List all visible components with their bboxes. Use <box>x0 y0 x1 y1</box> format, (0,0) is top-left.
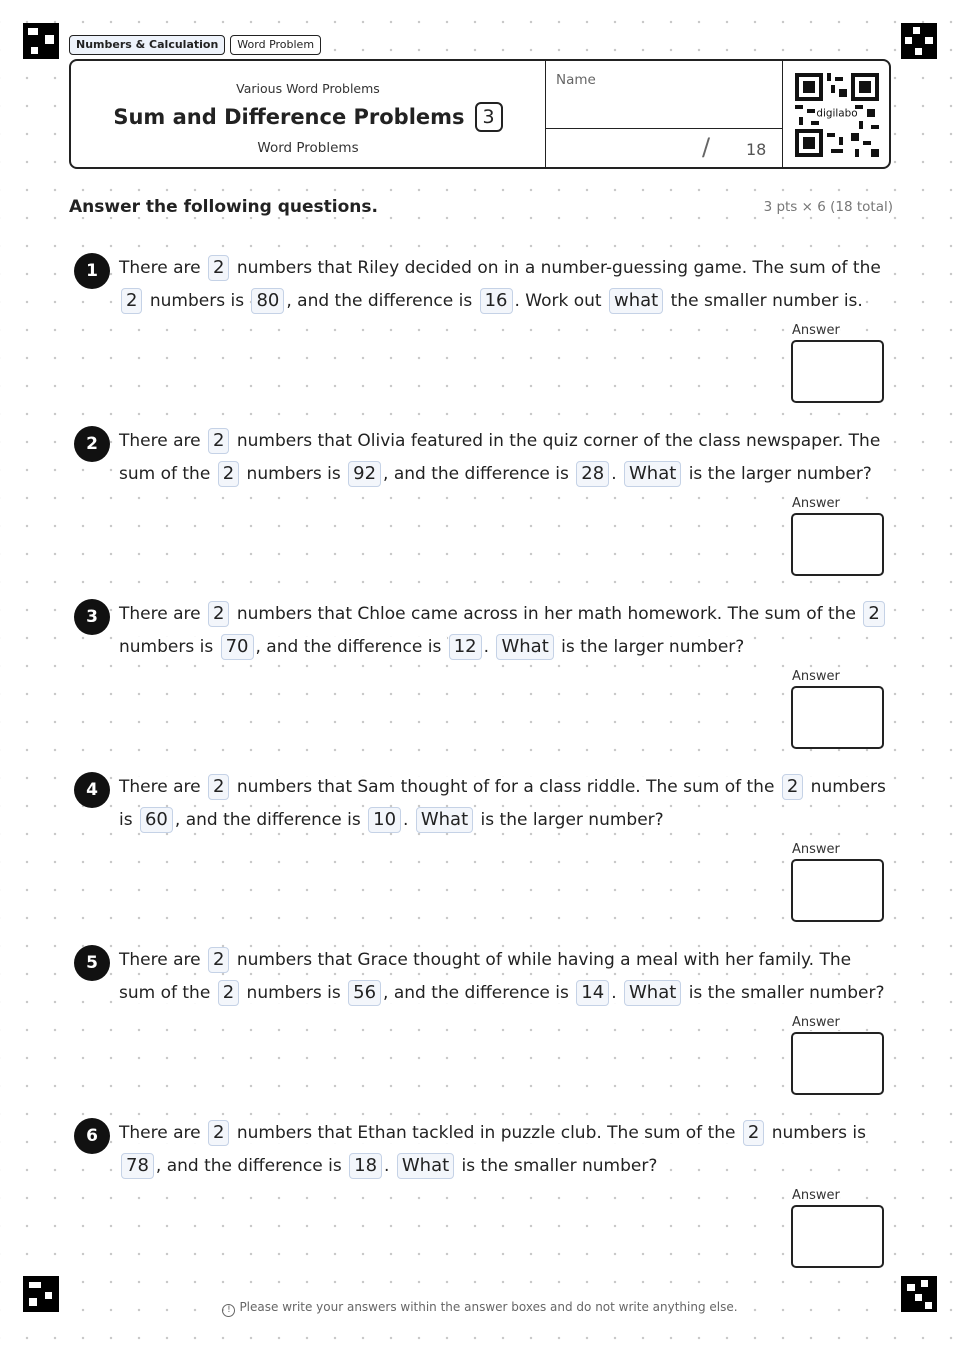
highlighted-value: 2 <box>863 601 884 627</box>
question-text-segment: numbers that Sam thought of for a class riddle. The sum of the <box>231 777 780 797</box>
question-text-segment: numbers is <box>144 291 250 311</box>
question-text-segment: There are <box>119 258 206 278</box>
answer-box[interactable] <box>791 686 884 749</box>
answer-label: Answer <box>792 496 840 511</box>
answer-label: Answer <box>792 842 840 857</box>
question-text-segment: is the larger number? <box>683 464 872 484</box>
highlighted-value: 16 <box>480 288 513 314</box>
question-text-segment: numbers is <box>119 777 886 830</box>
highlighted-value: 56 <box>348 980 381 1006</box>
question-text-segment: . <box>483 637 495 657</box>
highlighted-value: 10 <box>368 807 401 833</box>
question-number: 4 <box>74 772 110 808</box>
worksheet-header <box>69 59 891 169</box>
highlighted-value: 2 <box>208 255 229 281</box>
question-text-segment: There are <box>119 777 206 797</box>
highlighted-value: 18 <box>349 1153 382 1179</box>
highlighted-value: 2 <box>208 601 229 627</box>
tag-word-problem: Word Problem <box>230 35 321 55</box>
highlighted-value: 28 <box>576 461 609 487</box>
registration-marker-top-left <box>23 23 59 59</box>
question-text-segment: , and the difference is <box>383 983 575 1003</box>
answer-box[interactable] <box>791 513 884 576</box>
question-text-segment: is the smaller number? <box>683 983 885 1003</box>
registration-marker-top-right <box>901 23 937 59</box>
question-text <box>119 252 889 318</box>
question-text-segment: numbers that Chloe came across in her math homework. The sum of the <box>231 604 862 624</box>
title-text: Sum and Difference Problems <box>113 105 465 129</box>
highlighted-value: What <box>496 634 553 660</box>
highlighted-value: 2 <box>218 980 239 1006</box>
answer-label: Answer <box>792 669 840 684</box>
worksheet-number: 3 <box>475 102 503 132</box>
points-info: 3 pts × 6 (18 total) <box>763 199 893 215</box>
score-total: 18 <box>746 140 767 159</box>
score-slash: / <box>702 133 711 161</box>
question-text-segment: , and the difference is <box>174 810 367 830</box>
question-text-segment: . <box>384 1156 395 1176</box>
answer-box[interactable] <box>791 1032 884 1095</box>
highlighted-value: What <box>416 807 473 833</box>
question-number: 3 <box>74 599 110 635</box>
question-text-segment: numbers is <box>241 983 347 1003</box>
page-title <box>71 102 545 132</box>
question-text-segment: numbers that Ethan tackled in puzzle club. The sum of the <box>231 1123 741 1143</box>
highlighted-value: What <box>397 1153 454 1179</box>
question-text-segment: There are <box>119 950 206 970</box>
question-text-segment: is the larger number? <box>555 637 745 657</box>
highlighted-value: 2 <box>208 947 229 973</box>
question-text-segment: There are <box>119 431 206 451</box>
highlighted-value: 14 <box>576 980 609 1006</box>
question-text <box>119 425 889 491</box>
highlighted-value: 2 <box>208 428 229 454</box>
question-text-segment: , and the difference is <box>155 1156 348 1176</box>
question-number: 2 <box>74 426 110 462</box>
name-label: Name <box>556 72 596 88</box>
question-text <box>119 944 889 1010</box>
highlighted-value: 2 <box>208 1120 229 1146</box>
question-text-segment: numbers that Riley decided on in a number-guessing game. The sum of the <box>231 258 881 278</box>
highlighted-value: 12 <box>449 634 482 660</box>
question-text <box>119 771 889 837</box>
highlighted-value: 2 <box>218 461 239 487</box>
header-title-block <box>71 61 545 167</box>
highlighted-value: What <box>624 980 681 1006</box>
question-number: 6 <box>74 1118 110 1154</box>
footer-note <box>0 1300 960 1317</box>
question-text <box>119 1117 889 1183</box>
info-icon: ! <box>222 1304 235 1317</box>
footer-text: Please write your answers within the answer boxes and do not write anything else. <box>239 1300 738 1314</box>
name-score-area <box>545 61 783 167</box>
qr-code-icon <box>795 73 879 157</box>
answer-box[interactable] <box>791 340 884 403</box>
question-text-segment: There are <box>119 1123 206 1143</box>
highlighted-value: 92 <box>348 461 381 487</box>
question-text-segment: . <box>403 810 414 830</box>
question-text-segment: There are <box>119 604 206 624</box>
answer-box[interactable] <box>791 1205 884 1268</box>
question-text-segment: . Work out <box>514 291 608 311</box>
question-text <box>119 598 889 664</box>
highlighted-value: 60 <box>140 807 173 833</box>
answer-box[interactable] <box>791 859 884 922</box>
question-text-segment: . <box>611 983 622 1003</box>
question-text-segment: . <box>611 464 622 484</box>
question-text-segment: numbers that Olivia featured in the quiz corner of the class newspaper. The sum of the <box>119 431 881 484</box>
highlighted-value: 2 <box>208 774 229 800</box>
question-text-segment: numbers that Grace thought of while having a meal with her family. The sum of the <box>119 950 852 1003</box>
question-text-segment: numbers is <box>766 1123 866 1143</box>
highlighted-value: 2 <box>782 774 803 800</box>
answer-label: Answer <box>792 323 840 338</box>
question-text-segment: numbers is <box>119 637 219 657</box>
name-divider <box>546 128 782 129</box>
highlighted-value: 80 <box>251 288 284 314</box>
highlighted-value: What <box>624 461 681 487</box>
question-text-segment: , and the difference is <box>286 291 478 311</box>
answer-label: Answer <box>792 1188 840 1203</box>
question-text-segment: the smaller number is. <box>665 291 863 311</box>
instructions: Answer the following questions. <box>69 197 384 217</box>
tag-numbers-calculation: Numbers & Calculation <box>69 35 225 55</box>
answer-label: Answer <box>792 1015 840 1030</box>
question-text-segment: is the smaller number? <box>456 1156 658 1176</box>
question-number: 1 <box>74 253 110 289</box>
highlighted-value: 2 <box>743 1120 764 1146</box>
highlighted-value: 2 <box>121 288 142 314</box>
topic-tags <box>69 35 321 55</box>
question-text-segment: numbers is <box>241 464 347 484</box>
highlighted-value: 78 <box>121 1153 154 1179</box>
question-number: 5 <box>74 945 110 981</box>
question-text-segment: , and the difference is <box>383 464 575 484</box>
header-subtitle: Various Word Problems <box>236 81 380 96</box>
header-category: Word Problems <box>257 140 359 156</box>
question-text-segment: is the larger number? <box>475 810 664 830</box>
highlighted-value: what <box>609 288 663 314</box>
qr-label: digilabo <box>816 107 858 120</box>
question-text-segment: , and the difference is <box>255 637 447 657</box>
highlighted-value: 70 <box>221 634 254 660</box>
